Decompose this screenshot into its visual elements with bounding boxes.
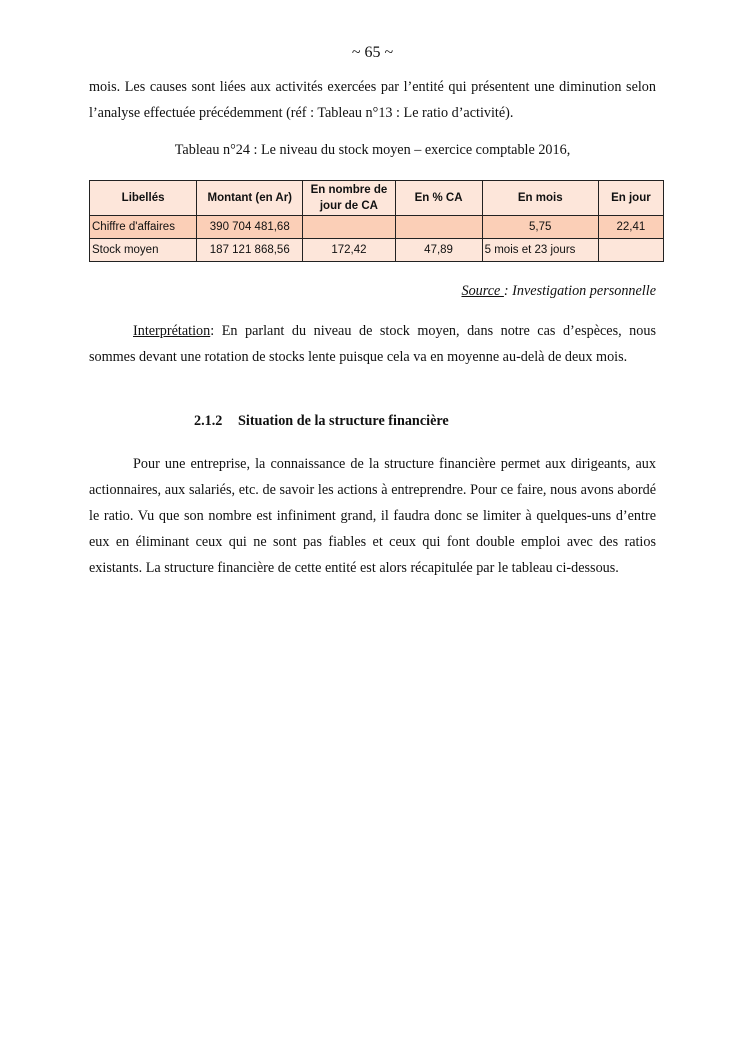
header-en-jour: En jour [598,181,663,216]
table-cell: 172,42 [303,239,395,262]
table-caption: Tableau n°24 : Le niveau du stock moyen – exercice comptable 2016, [174,142,571,158]
header-nombre-jour: En nombre de jour de CA [303,181,395,216]
table-cell [303,216,395,239]
header-pct-ca: En % CA [395,181,482,216]
header-montant: Montant (en Ar) [197,181,303,216]
table-cell: Chiffre d'affaires [90,216,197,239]
interpretation-label: Interprétation [133,323,211,339]
table-source [461,283,656,300]
source-label: Source [461,283,504,299]
table-cell [598,239,663,262]
structure-paragraph [89,451,656,581]
structure-text: Pour une entreprise, la connaissance de la structure financière permet aux dirigeants, aux actionnaires, aux salariés, etc. de savoir les actions à entreprendre. Pour ce faire, nous avons abordé le ratio. Vu que son nombre est infiniment grand, il faudra donc se limiter à quelques-uns d’entre eux en éliminant ceux qui ne sont pas fiables et ceux qui font double emploi avec des ratios existants. La structure financière de cette entité est alors récapitulée par le tableau ci-dessous. [89,456,656,576]
table-row [90,239,664,262]
table-cell: 5,75 [482,216,598,239]
table-cell: 22,41 [598,216,663,239]
table-row [90,216,664,239]
page-number: ~ 65 ~ [351,44,394,61]
table-header-row [90,181,664,216]
table-cell: 47,89 [395,239,482,262]
section-number: 2.1.2 [194,413,223,429]
interpretation-text: : En parlant du niveau de stock moyen, dans notre cas d’espèces, nous sommes devant une rotation de stocks lente puisque cela va en moyenne au-delà de deux mois. [89,323,656,365]
section-heading [194,413,449,430]
interpretation-paragraph [89,318,656,370]
table-cell: 187 121 868,56 [197,239,303,262]
section-title: Situation de la structure financière [238,413,449,429]
stock-table [89,180,664,262]
table-cell [395,216,482,239]
table-cell: Stock moyen [90,239,197,262]
source-text: : Investigation personnelle [503,283,656,299]
header-libelles: Libellés [90,181,197,216]
table-cell: 390 704 481,68 [197,216,303,239]
intro-paragraph: mois. Les causes sont liées aux activités exercées par l’entité qui présentent une diminution selon l’analyse effectuée précédemment (réf : Tableau n°13 : Le ratio d’activité). [89,79,656,121]
table-cell: 5 mois et 23 jours [482,239,598,262]
header-en-mois: En mois [482,181,598,216]
